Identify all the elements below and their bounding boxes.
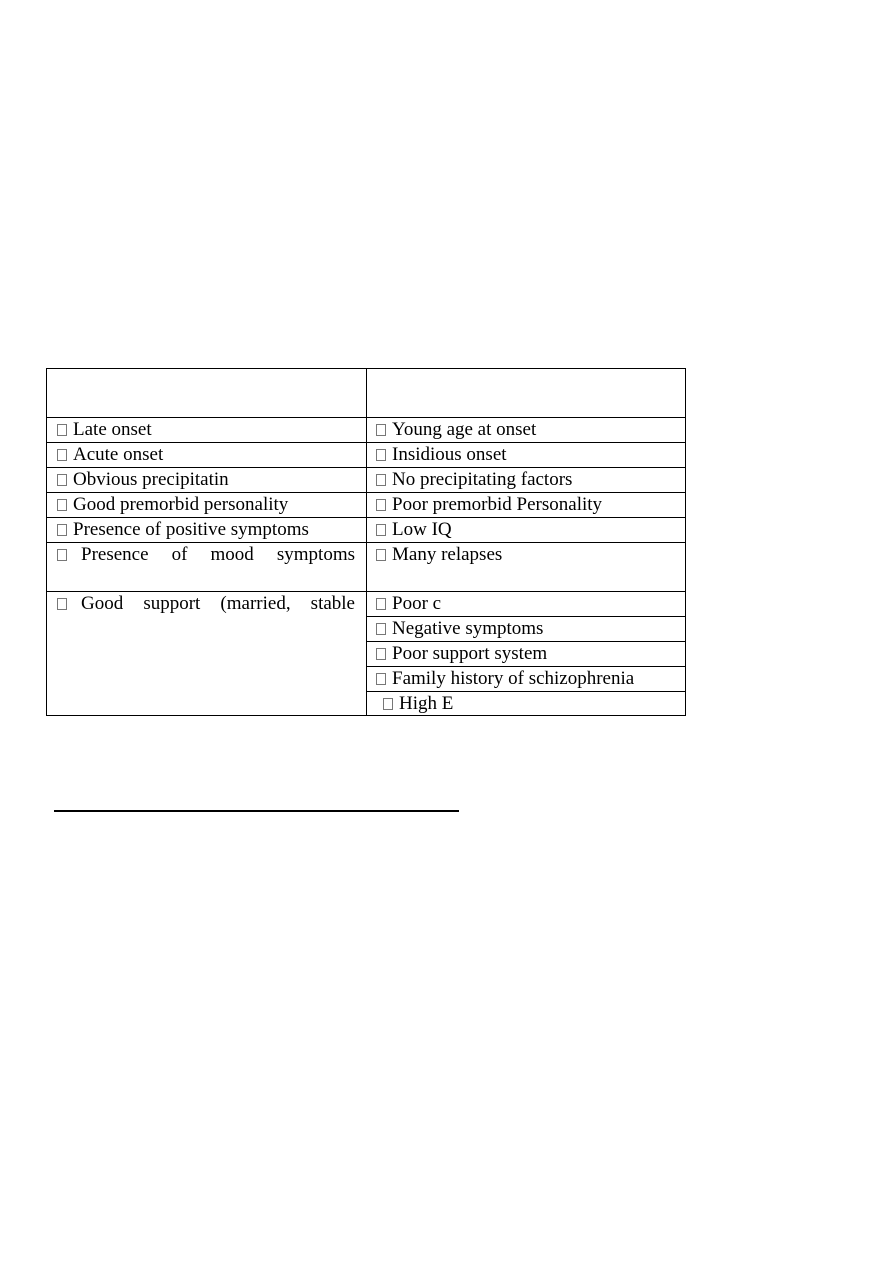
bullet-icon <box>376 499 386 511</box>
bullet-icon <box>376 449 386 461</box>
bullet-icon <box>376 623 386 635</box>
table-cell: Presence of mood symptoms <box>57 543 355 567</box>
table-cell: Poor support system <box>376 642 547 666</box>
prognosis-table <box>46 368 686 716</box>
table-cell: Young age at onset <box>376 418 536 442</box>
table-cell: Presence of positive symptoms <box>57 518 309 542</box>
table-cell: Acute onset <box>57 443 163 467</box>
bullet-icon <box>376 524 386 536</box>
table-cell: Insidious onset <box>376 443 507 467</box>
bullet-icon <box>57 449 67 461</box>
table-cell: Late onset <box>57 418 152 442</box>
table-cell: Negative symptoms <box>376 617 543 641</box>
table-cell: Poor premorbid Personality <box>376 493 602 517</box>
bullet-icon <box>376 673 386 685</box>
table-cell: Family history of schizophrenia <box>376 667 634 691</box>
bullet-icon <box>376 474 386 486</box>
bullet-icon <box>376 424 386 436</box>
table-cell: Good support (married, stable <box>57 592 355 616</box>
bullet-icon <box>57 499 67 511</box>
bullet-icon <box>57 424 67 436</box>
bullet-icon <box>376 549 386 561</box>
bullet-icon <box>57 524 67 536</box>
bullet-icon <box>57 474 67 486</box>
table-cell: Obvious precipitatin <box>57 468 229 492</box>
table-cell: Low IQ <box>376 518 452 542</box>
bullet-icon <box>376 648 386 660</box>
table-cell: High E <box>383 692 453 716</box>
table-cell: Many relapses <box>376 543 502 567</box>
footnote-separator <box>54 810 459 812</box>
bullet-icon <box>57 549 67 561</box>
bullet-icon <box>383 698 393 710</box>
bullet-icon <box>57 598 67 610</box>
table-cell: Good premorbid personality <box>57 493 288 517</box>
table-cell: Poor c <box>376 592 441 616</box>
bullet-icon <box>376 598 386 610</box>
table-cell: No precipitating factors <box>376 468 572 492</box>
